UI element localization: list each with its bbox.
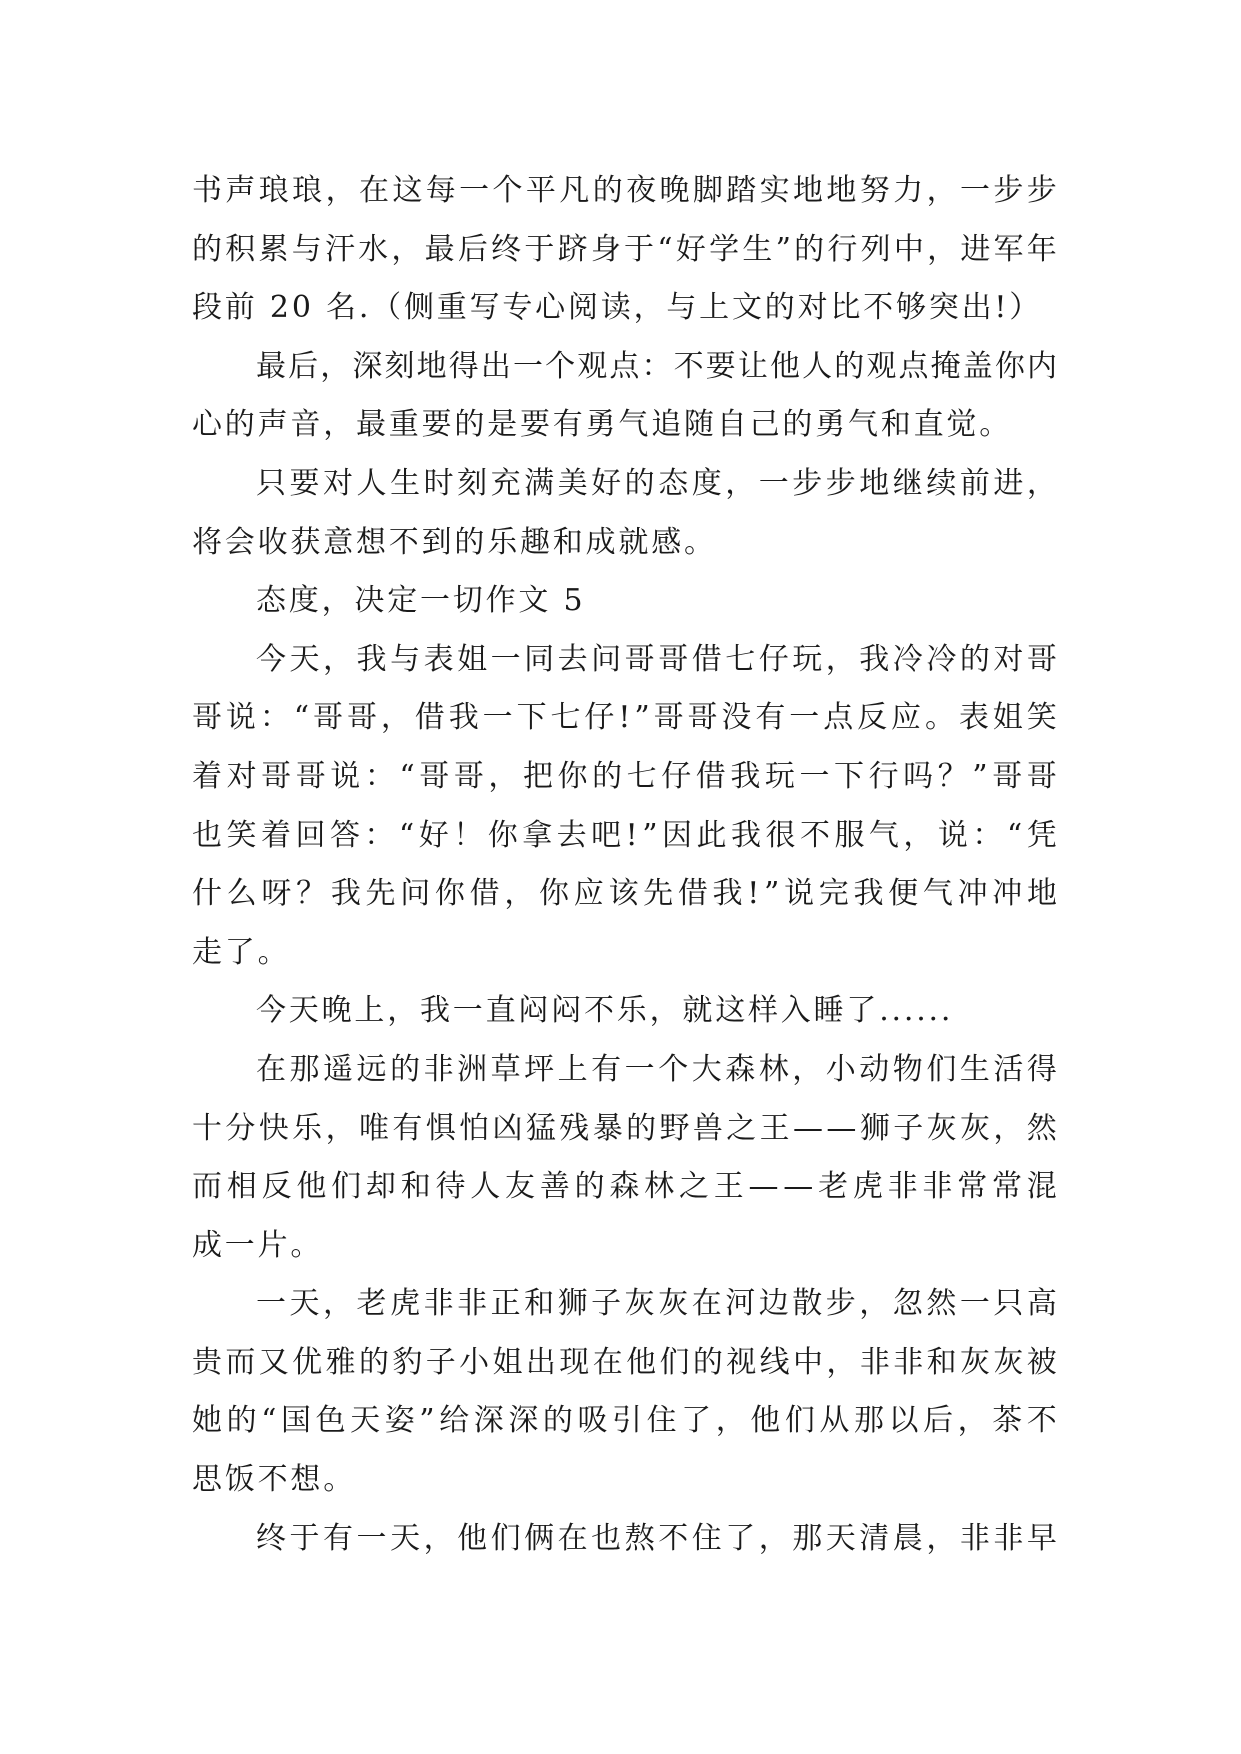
text-line: 思饭不想。 [192, 1462, 356, 1498]
text-line: 走了。 [192, 934, 291, 970]
text-line: 她 的 “ 国 色 天 姿 ” 给 深 深 的 吸 引 住 了 ， 他 们 从 那 以 后 ， 茶 不 [192, 1403, 1057, 1439]
text-line: 态度，决定一切作文 5 [256, 583, 586, 619]
text-line: 贵 而 又 优 雅 的 豹 子 小 姐 出 现 在 他 们 的 视 线 中 ， 非 非 和 灰 灰 被 [192, 1344, 1057, 1380]
text-line: 哥 说 ： “ 哥 哥 ， 借 我 一 下 七 仔 ! ” 哥 哥 没 有 一 点 反 应 。 表 姐 笑 [192, 700, 1057, 736]
text-line: 什 么 呀 ？ 我 先 问 你 借 ， 你 应 该 先 借 我 ! ” 说 完 我 便 气 冲 冲 地 [192, 876, 1057, 912]
text-line: 只 要 对 人 生 时 刻 充 满 美 好 的 态 度 ， 一 步 步 地 继 续 前 进 ， [256, 465, 1057, 501]
text-line: 今 天 ， 我 与 表 姐 一 同 去 问 哥 哥 借 七 仔 玩 ， 我 冷 冷 的 对 哥 [256, 641, 1057, 677]
text-line: 在 那 遥 远 的 非 洲 草 坪 上 有 一 个 大 森 林 ， 小 动 物 们 生 活 得 [256, 1051, 1057, 1087]
text-line: 的 积 累 与 汗 水 ， 最 后 终 于 跻 身 于 “ 好 学 生 ” 的 行 列 中 ， 进 军 年 [192, 231, 1057, 267]
text-line: 着 对 哥 哥 说 ： “ 哥 哥 ， 把 你 的 七 仔 借 我 玩 一 下 行 吗 ？ ” 哥 哥 [192, 758, 1057, 794]
document-body [192, 162, 1057, 1568]
text-line: 成一片。 [192, 1227, 324, 1263]
text-line: 十 分 快 乐 ， 唯 有 惧 怕 凶 猛 残 暴 的 野 兽 之 王 — — 狮 子 灰 灰 ， 然 [192, 1110, 1057, 1146]
text-line: 段前 20 名.（侧重写专心阅读，与上文的对比不够突出!） [192, 290, 1043, 326]
text-line: 今天晚上，我一直闷闷不乐，就这样入睡了...... [256, 993, 954, 1029]
text-line: 而 相 反 他 们 却 和 待 人 友 善 的 森 林 之 王 — — 老 虎 非 非 常 常 混 [192, 1169, 1057, 1205]
text-line: 也 笑 着 回 答 ： “ 好 ！ 你 拿 去 吧 ! ” 因 此 我 很 不 服 气 ， 说 ： “ 凭 [192, 817, 1057, 853]
text-line: 心的声音，最重要的是要有勇气追随自己的勇气和直觉。 [192, 407, 1012, 443]
text-line: 将会收获意想不到的乐趣和成就感。 [192, 524, 717, 560]
text-line: 终 于 有 一 天 ， 他 们 俩 在 也 熬 不 住 了 ， 那 天 清 晨 ， 非 非 早 [256, 1520, 1057, 1556]
text-line: 一 天 ， 老 虎 非 非 正 和 狮 子 灰 灰 在 河 边 散 步 ， 忽 然 一 只 高 [256, 1286, 1057, 1322]
text-line: 最 后 ， 深 刻 地 得 出 一 个 观 点 ： 不 要 让 他 人 的 观 点 掩 盖 你 内 [256, 348, 1057, 384]
text-line: 书 声 琅 琅 ， 在 这 每 一 个 平 凡 的 夜 晚 脚 踏 实 地 地 努 力 ， 一 步 步 [192, 173, 1057, 208]
